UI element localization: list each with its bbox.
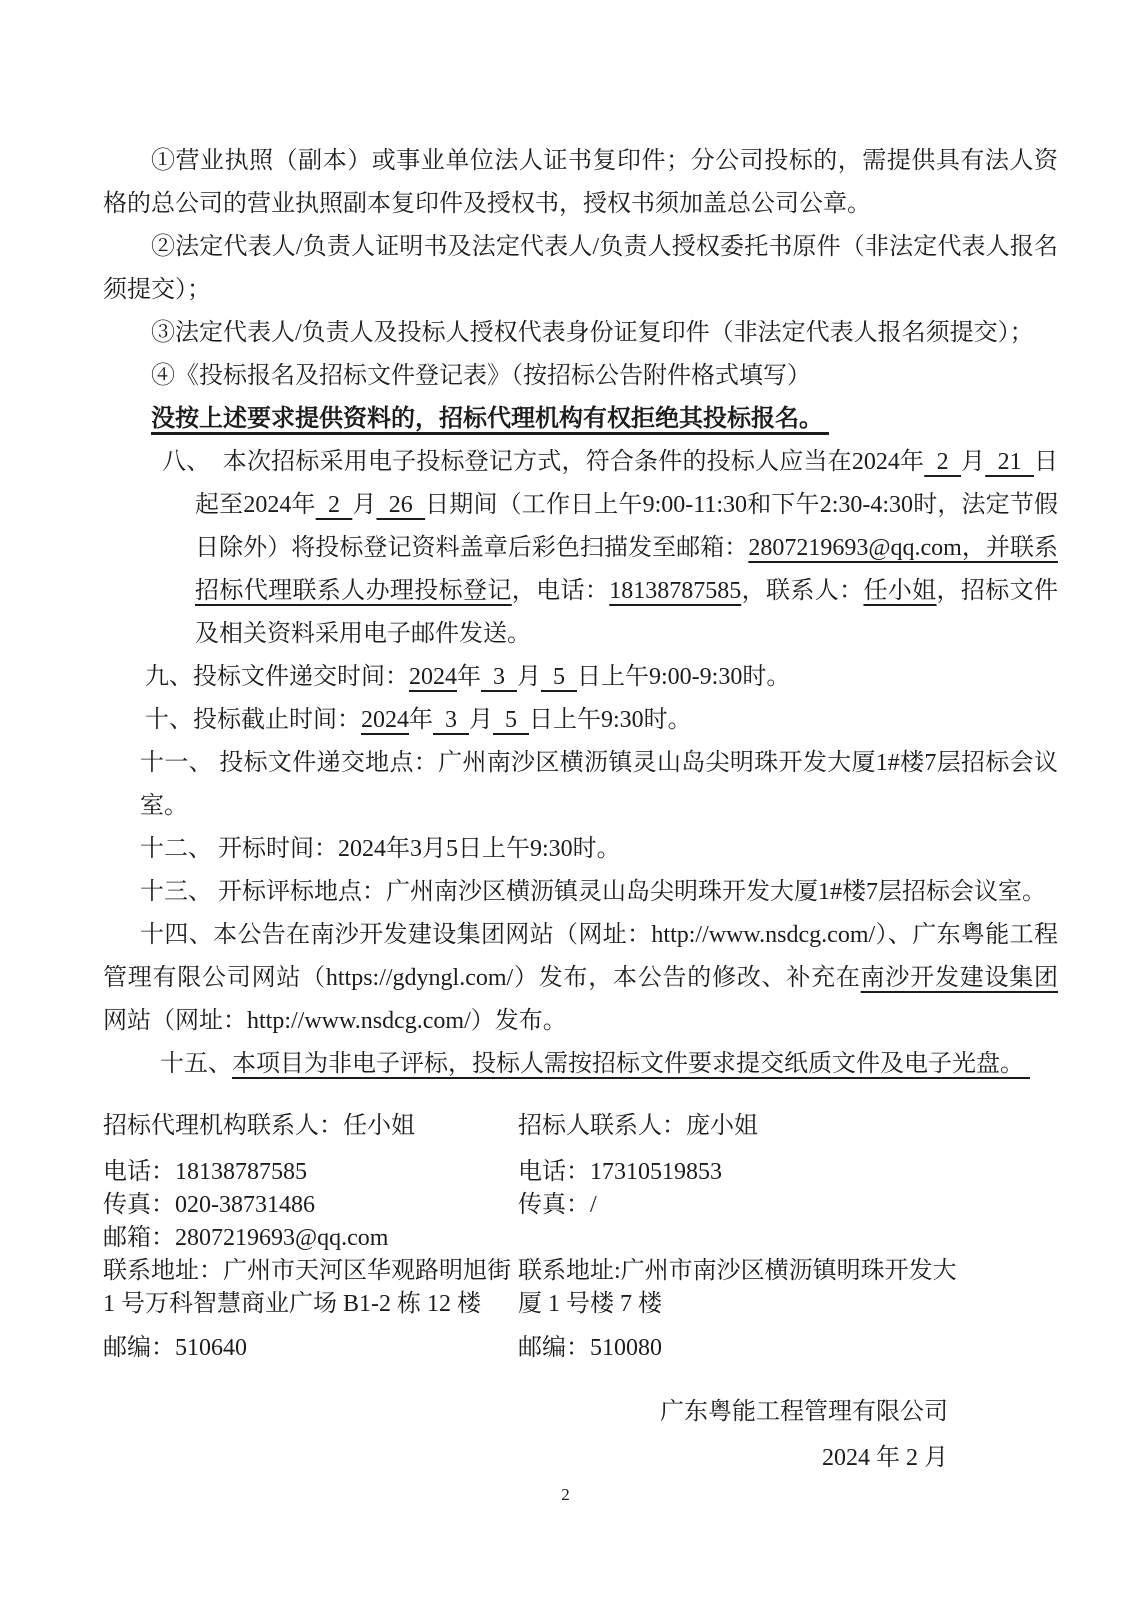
paragraph [103,828,1058,871]
underlined-text: 2 [924,449,962,475]
paragraph [103,742,1058,828]
text-run: 十五、 [160,1051,232,1077]
underlined-text: 21 [985,449,1035,475]
signature-company: 广东粤能工程管理有限公司 [660,1399,948,1425]
agency-contact-fax: 传真：020-38731486 [103,1192,315,1218]
paragraph [103,398,1058,441]
text-run: 十四、本公告在南沙开发建设集团网站（网址：http://www.nsdcg.com/）、广东粤能工程管理有限公司网站（https://gdyngl.com/）发布，本公告的修改、补充在 [103,922,1058,991]
text-run: 日上午9:00-9:30时。 [577,664,791,690]
agency-contact-postcode: 邮编：510640 [103,1335,247,1361]
paragraph [103,871,1058,914]
paragraph [103,226,1058,312]
text-run: 日上午9:30时。 [529,707,692,733]
underlined-text: 南沙开发建设集团 [860,965,1058,991]
text-run: 十二、 开标时间：2024年3月5日上午9:30时。 [140,836,621,862]
text-run: ，招标文件及相关资料采用电子邮件发送。 [195,578,1059,647]
text-run: 十三、 开标评标地点：广州南沙区横沥镇灵山岛尖明珠开发大厦1#楼7层招标会议室。 [140,879,1046,905]
bidder-contact-column [518,1110,958,1365]
text-run: ④《投标报名及招标文件登记表》（按招标公告附件格式填写） [151,363,811,389]
text-run: 十、投标截止时间： [145,707,361,733]
paragraph [103,140,1058,226]
underlined-text: 3 [433,707,469,733]
text-run: ，联系人： [741,578,864,604]
text-run: ②法定代表人/负责人证明书及法定代表人/负责人授权委托书原件（非法定代表人报名须提交）； [103,234,1058,303]
underlined-text: 本项目为非电子评标，投标人需按招标文件要求提交纸质文件及电子光盘。 [232,1051,1030,1077]
bidder-contact-phone: 电话：17310519853 [518,1159,722,1185]
underlined-text: 2024 [409,664,457,690]
text-run: 十一、 投标文件递交地点：广州南沙区横沥镇灵山岛尖明珠开发大厦1#楼7层招标会议室。 [140,750,1058,819]
text-run: 日期间（工作日上午9:00-11:30和下午2:30-4:30时，法定节假日除外）将投标登记资料盖章后彩色扫描发至邮箱： [195,492,1059,561]
underlined-text: 5 [541,664,577,690]
bidder-contact-fax: 传真：/ [518,1192,597,1218]
bidder-contact-person: 招标人联系人：庞小姐 [518,1113,758,1139]
signature-block [103,1389,1058,1481]
paragraph [103,441,1058,656]
text-run: 月 [517,664,541,690]
text-run: 九、投标文件递交时间： [145,664,409,690]
agency-contact-address: 联系地址：广州市天河区华观路明旭街 1 号万科智慧商业广场 B1-2 栋 12 楼 [103,1258,511,1317]
bidder-contact-empty-row [518,1222,958,1255]
agency-contact-email: 邮箱：2807219693@qq.com [103,1225,389,1251]
paragraph [103,1043,1058,1086]
contact-block [103,1110,1058,1365]
underlined-text: 2024 [361,707,409,733]
underlined-text: 没按上述要求提供资料的，招标代理机构有权拒绝其投标报名。 [151,406,829,432]
paragraph [103,312,1058,355]
text-run: 月 [352,492,377,518]
underlined-text: 26 [376,492,426,518]
underlined-text: 2807219693@qq.com，并联系招标代理联系人办理投标登记 [195,535,1058,604]
page-number: 2 [561,1485,570,1504]
underlined-text: 任小姐 [863,578,937,604]
signature-date: 2024 年 2 月 [822,1445,948,1471]
underlined-text: 2 [315,492,353,518]
paragraph [103,656,1058,699]
text-run: 月 [469,707,493,733]
agency-contact-column [103,1110,518,1365]
text-run: 网站（网址：http://www.nsdcg.com/）发布。 [103,1008,567,1034]
text-run: 月 [961,449,986,475]
document-body [103,140,1058,1086]
text-run: ①营业执照（副本）或事业单位法人证书复印件；分公司投标的，需提供具有法人资格的总公司的营业执照副本复印件及授权书，授权书须加盖总公司公章。 [103,148,1058,217]
text-run: 日起至2024年 [195,449,1059,518]
agency-contact-person: 招标代理机构联系人：任小姐 [103,1113,415,1139]
bidder-contact-postcode: 邮编：510080 [518,1335,662,1361]
paragraph [103,355,1058,398]
underlined-text: 3 [481,664,517,690]
text-run: 八、 本次招标采用电子投标登记方式，符合条件的投标人应当在2024年 [162,449,925,475]
bidder-contact-address: 联系地址:广州市南沙区横沥镇明珠开发大厦 1 号楼 7 楼 [518,1258,957,1317]
agency-contact-phone: 电话：18138787585 [103,1159,307,1185]
underlined-text: 18138787585 [609,578,742,604]
paragraph [103,699,1058,742]
paragraph [103,914,1058,1043]
text-run: ，电话： [511,578,610,604]
text-run: ③法定代表人/负责人及投标人授权代表身份证复印件（非法定代表人报名须提交）； [151,320,1034,346]
text-run: 年 [409,707,433,733]
text-run: 年 [457,664,481,690]
underlined-text: 5 [493,707,529,733]
